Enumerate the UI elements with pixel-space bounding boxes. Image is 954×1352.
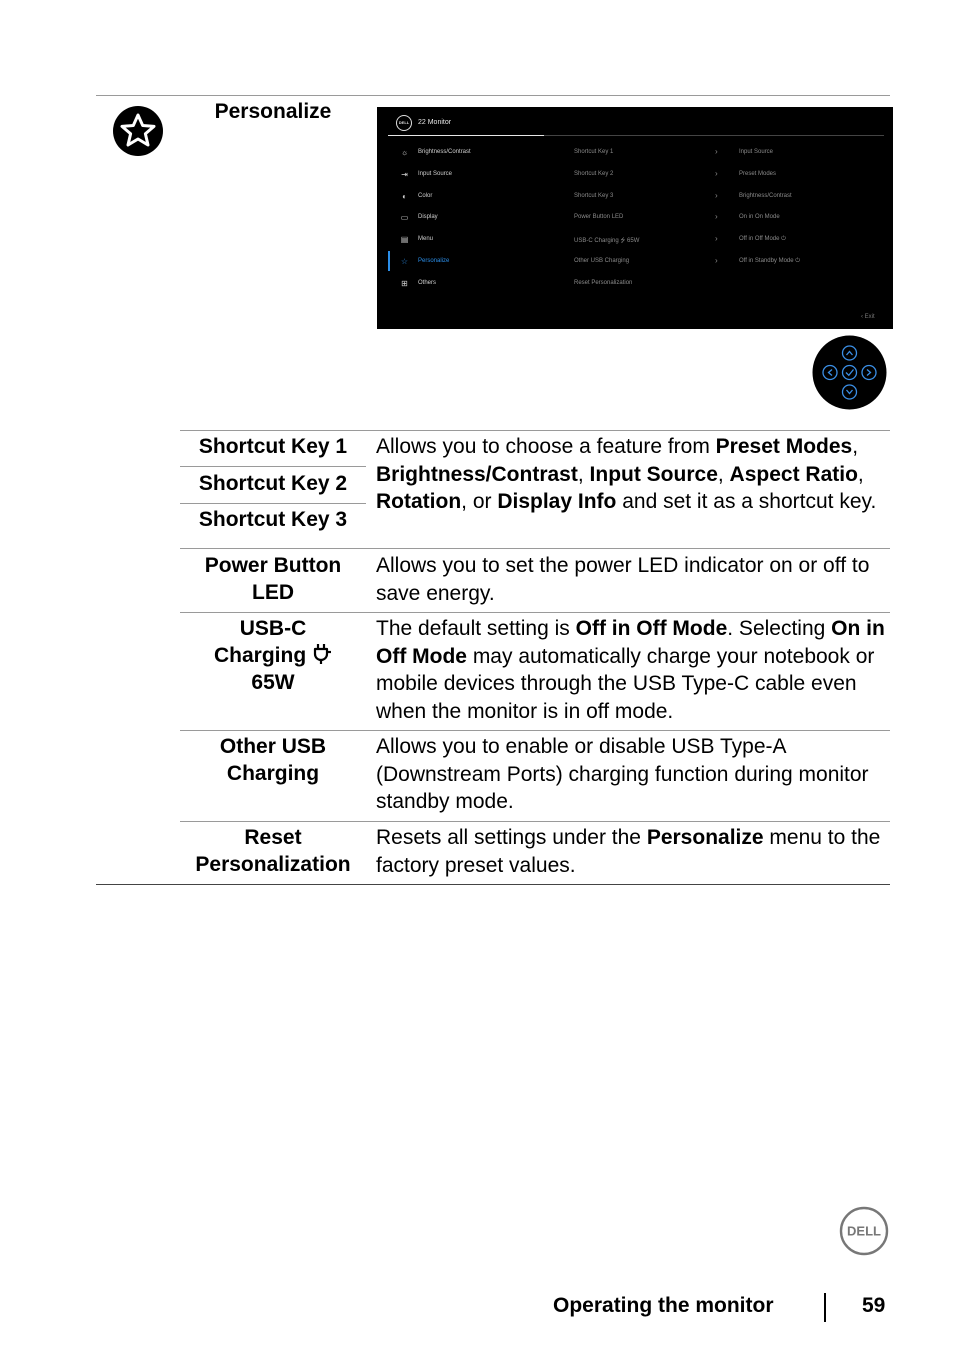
dell-logo-text: DELL [847,1223,881,1239]
osd-menu-row-active [377,254,893,270]
footer-separator [824,1293,826,1322]
menu-icon: ▤ [400,235,409,244]
shortcut-key-3-label: Shortcut Key 3 [198,508,348,531]
osd-submenu-label: Shortcut Key 3 [574,193,614,199]
osd-menu-label: Color [418,193,433,199]
personalize-icon: ☆ [400,257,409,266]
osd-model-name: 22 Monitor [418,119,452,126]
chevron-right-icon: › [715,212,718,221]
osd-submenu-label: Other USB Charging [574,258,630,264]
osd-exit-label: ‹ Exit [861,314,875,320]
chevron-right-icon: › [715,234,718,243]
chevron-right-icon: › [715,169,718,178]
osd-menu-label: Brightness/Contrast [418,149,471,155]
table-rule [180,821,890,822]
osd-value-label: On in On Mode [739,214,780,220]
osd-value-label: Preset Modes [739,171,777,177]
osd-menu-row [377,232,893,248]
osd-value-label: Off in Off Mode ⏻ [739,236,786,242]
osd-menu-row [377,189,893,205]
other-usb-charging-label: Other USB Charging [219,735,327,785]
chevron-right-icon: › [715,256,718,265]
osd-header-underline [544,135,884,136]
reset-personalization-description: Resets all settings under the Personalize menu to the factory preset values. [376,826,881,877]
osd-value-label: Off in Standby Mode ⏻ [739,258,801,264]
section-title: Personalize [214,100,332,123]
top-rule [96,95,890,96]
star-icon [113,106,163,156]
color-icon: ◐ [402,192,407,201]
table-rule [180,612,890,613]
osd-menu-row [377,145,893,161]
footer-chapter-title: Operating the monitor [553,1294,774,1317]
osd-menu-label: Others [418,280,437,286]
table-rule [180,430,890,431]
osd-submenu-label: USB-C Charging ⭍ 65W [574,238,640,244]
usbc-charging-label: USB-C Charging 65W [180,615,366,696]
table-rule [180,466,366,467]
table-rule [180,730,890,731]
osd-submenu-label: Shortcut Key 1 [574,149,614,155]
page-number: 59 [862,1294,886,1317]
bottom-rule [96,884,890,885]
display-icon: ▭ [400,213,409,222]
osd-menu-label: Menu [418,236,434,242]
power-button-led-label: Power Button LED [204,554,342,604]
shortcut-key-1-label: Shortcut Key 1 [198,435,348,458]
osd-menu-row [377,167,893,183]
osd-header [377,107,893,137]
osd-menu-label: Display [418,214,438,220]
osd-value-label: Input Source [739,149,774,155]
table-rule [180,548,890,549]
osd-menu-label: Personalize [418,258,450,264]
osd-screenshot [377,107,893,329]
chevron-right-icon: › [715,191,718,200]
osd-menu-row [377,210,893,226]
osd-menu-label: Input Source [418,171,453,177]
osd-submenu-label: Shortcut Key 2 [574,171,614,177]
dell-logo-icon: DELL [396,115,412,131]
osd-submenu-label: Power Button LED [574,214,624,220]
shortcut-key-description: Allows you to choose a feature from Preset Modes, Brightness/Contrast, Input Source, Aspect Ratio, Rotation, or Display Info and set it as a shortcut key. [376,435,877,513]
osd-menu-row [377,276,893,292]
others-icon: ⊞ [401,279,408,288]
shortcut-key-2-label: Shortcut Key 2 [198,472,348,495]
table-rule [180,503,366,504]
brightness-icon: ☼ [400,148,409,157]
osd-header-underline [388,135,544,136]
dell-logo-icon [839,1206,889,1256]
osd-value-label: Brightness/Contrast [739,193,792,199]
power-plug-icon [312,643,332,665]
joystick-icon [812,335,887,410]
osd-submenu-label: Reset Personalization [574,280,633,286]
power-button-led-description: Allows you to set the power LED indicator on or off to save energy. [376,554,870,605]
other-usb-charging-description: Allows you to enable or disable USB Type-A (Downstream Ports) charging function during monitor standby mode. [376,735,869,813]
usbc-charging-description: The default setting is Off in Off Mode. Selecting On in Off Mode may automatically charge your notebook or mobile devices through the USB Type-C cable even when the monitor is in off mode. [376,617,885,723]
input-source-icon: ⇥ [401,170,408,179]
reset-personalization-label: Reset Personalization [195,826,351,876]
chevron-right-icon: › [715,147,718,156]
